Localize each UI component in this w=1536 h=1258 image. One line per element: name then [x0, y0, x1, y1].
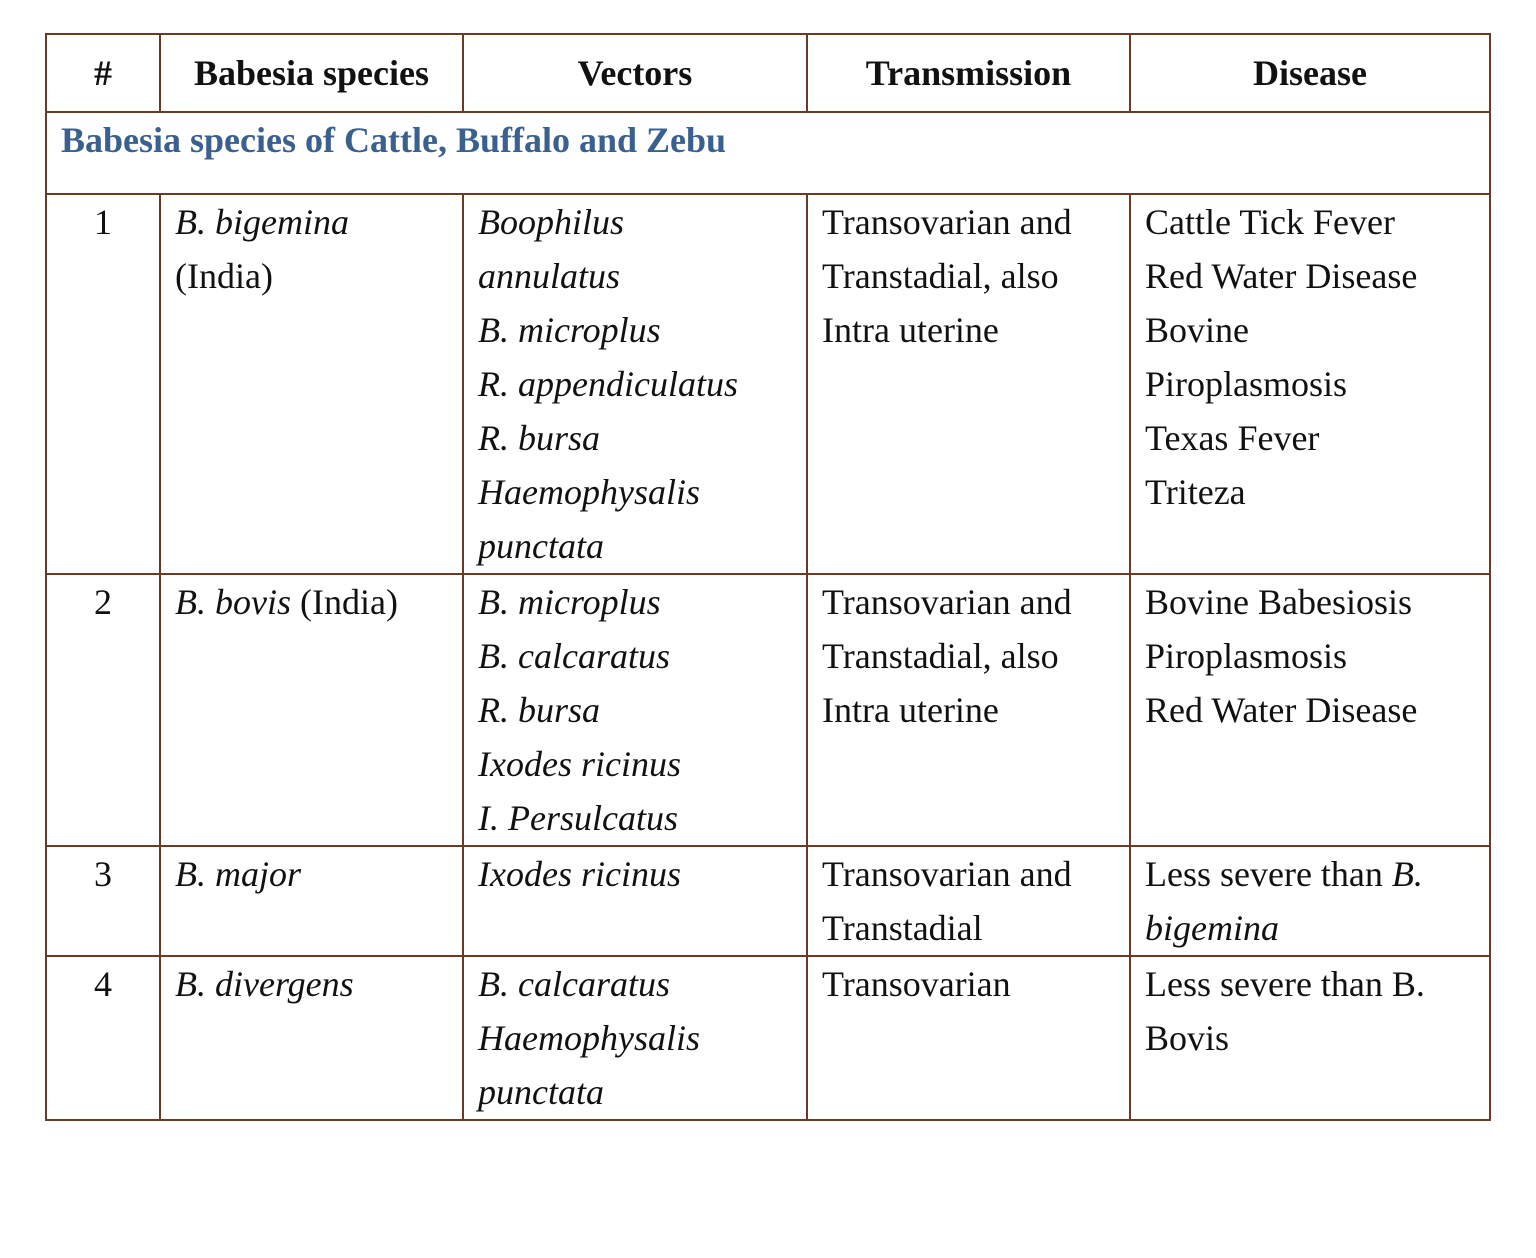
header-transmission: Transmission	[807, 34, 1130, 112]
header-species: Babesia species	[160, 34, 463, 112]
vector: Haemophysalis	[478, 1018, 700, 1058]
vector: Ixodes ricinus	[478, 854, 681, 894]
disease-text: Less severe than	[1145, 854, 1392, 894]
transmission-cell	[807, 574, 1130, 846]
transmission-line: Intra uterine	[822, 690, 999, 730]
section-row	[46, 112, 1490, 194]
species-cell	[160, 574, 463, 846]
vector: B. calcaratus	[478, 964, 670, 1004]
species-note: (India)	[290, 582, 398, 622]
disease-line: Bovis	[1145, 1018, 1230, 1058]
transmission-line: Transovarian and	[822, 202, 1072, 242]
vector: B. calcaratus	[478, 636, 670, 676]
vector: Boophilus	[478, 202, 625, 242]
transmission-line: Transtadial, also	[822, 636, 1059, 676]
vector: B. microplus	[478, 310, 661, 350]
table-row	[46, 194, 1490, 574]
vector: B. microplus	[478, 582, 661, 622]
section-title: Babesia species of Cattle, Buffalo and Zebu	[46, 112, 1490, 194]
species-name: B. major	[175, 854, 301, 894]
header-disease: Disease	[1130, 34, 1490, 112]
species-note: (India)	[175, 256, 273, 296]
disease-line: Red Water Disease	[1145, 256, 1418, 296]
transmission-line: Transovarian and	[822, 582, 1072, 622]
disease-line: Red Water Disease	[1145, 690, 1418, 730]
vector: Haemophysalis	[478, 472, 700, 512]
vectors-cell	[463, 574, 807, 846]
disease-line: Bovine	[1145, 310, 1249, 350]
disease-cell	[1130, 956, 1490, 1120]
vectors-cell	[463, 194, 807, 574]
species-name: B. divergens	[175, 964, 354, 1004]
species-name: B. bigemina	[175, 202, 349, 242]
transmission-line: Transovarian	[822, 964, 1011, 1004]
transmission-line: Transovarian and	[822, 854, 1072, 894]
header-number: #	[46, 34, 160, 112]
transmission-cell	[807, 956, 1130, 1120]
table-row	[46, 574, 1490, 846]
disease-line: Cattle Tick Fever	[1145, 202, 1395, 242]
species-cell	[160, 846, 463, 956]
vectors-cell	[463, 956, 807, 1120]
disease-species-ref: B.	[1391, 854, 1423, 894]
vector: punctata	[478, 526, 604, 566]
vector: I. Persulcatus	[478, 798, 678, 838]
transmission-line: Transtadial, also	[822, 256, 1059, 296]
species-name: B. bovis	[175, 582, 291, 622]
table-row	[46, 956, 1490, 1120]
vector: R. bursa	[478, 418, 601, 458]
transmission-cell	[807, 194, 1130, 574]
disease-line: Triteza	[1145, 472, 1246, 512]
transmission-line: Intra uterine	[822, 310, 999, 350]
disease-line: Texas Fever	[1145, 418, 1320, 458]
vectors-cell	[463, 846, 807, 956]
disease-species-ref: bigemina	[1145, 908, 1279, 948]
header-row	[46, 34, 1490, 112]
vector: R. bursa	[478, 690, 601, 730]
species-cell	[160, 956, 463, 1120]
transmission-line: Transtadial	[822, 908, 983, 948]
row-number: 3	[46, 846, 160, 956]
row-number: 1	[46, 194, 160, 574]
vector: R. appendiculatus	[478, 364, 738, 404]
disease-line: Less severe than B.	[1145, 964, 1425, 1004]
table-row	[46, 846, 1490, 956]
disease-cell	[1130, 194, 1490, 574]
vector: Ixodes ricinus	[478, 744, 681, 784]
header-vectors: Vectors	[463, 34, 807, 112]
disease-cell	[1130, 846, 1490, 956]
disease-line: Piroplasmosis	[1145, 636, 1348, 676]
disease-cell	[1130, 574, 1490, 846]
transmission-cell	[807, 846, 1130, 956]
babesia-table	[45, 33, 1491, 1121]
vector: annulatus	[478, 256, 621, 296]
disease-line: Bovine Babesiosis	[1145, 582, 1412, 622]
species-cell	[160, 194, 463, 574]
vector: punctata	[478, 1072, 604, 1112]
disease-line: Piroplasmosis	[1145, 364, 1348, 404]
row-number: 4	[46, 956, 160, 1120]
row-number: 2	[46, 574, 160, 846]
